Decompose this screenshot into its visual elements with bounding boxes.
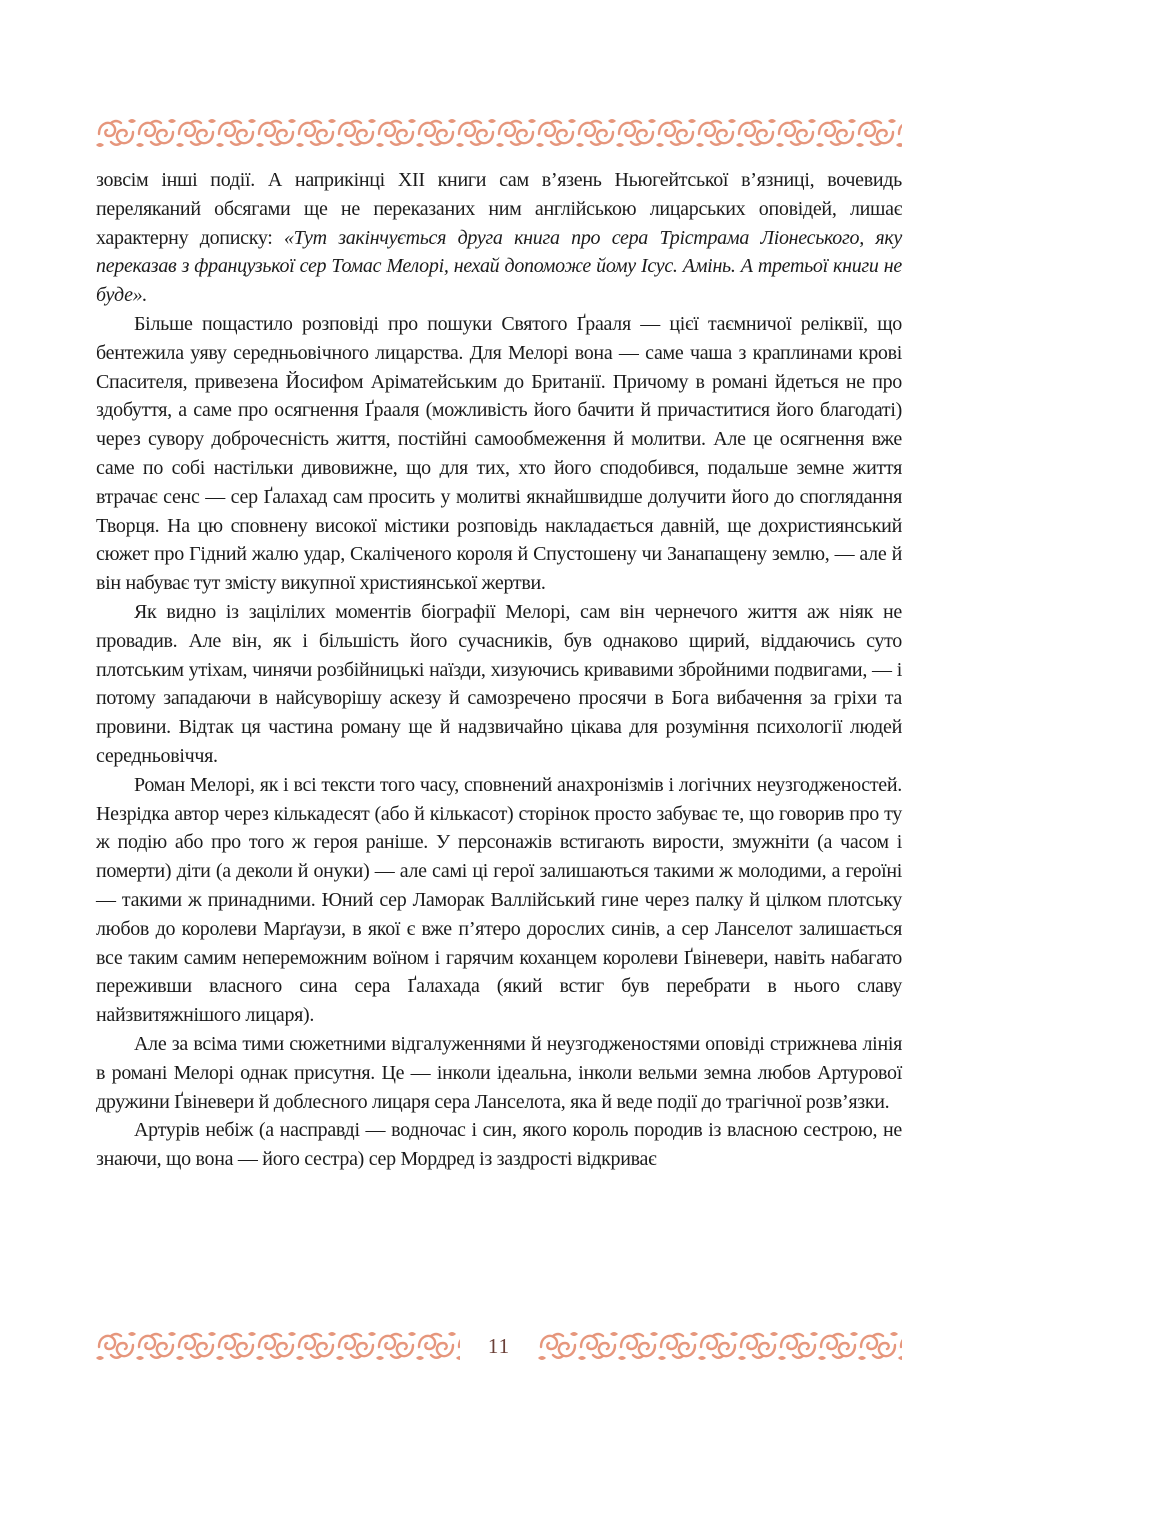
paragraph	[96, 166, 902, 310]
page-number: 11	[487, 1334, 511, 1358]
paragraph: Але за всіма тими сюжетними відгалуженнями й неузгодженостями оповіді стрижнева лінія в романі Мелорі однак присутня. Це — інколи ідеальна, інколи вельми земна любов Артурової дружини Ґвіневери й доблесного лицаря сера Ланселота, яка й веде події до трагічної розв’язки.	[96, 1032, 902, 1113]
paragraph: Роман Мелорі, як і всі тексти того часу, сповнений анахронізмів і логічних неузгодженостей. Незрідка автор через кількадесят (або й кількасот) сторінок просто забуває те, що говорив про ту ж подію або про того ж героя раніше. У персонажів встигають вирости, змужніти (а часом і померти) діти (а деколи й онуки) — але самі ці герої залишаються такими ж молодими, а героїні — такими ж принадними. Юний сер Ламорак Валлійський гине через палку й цілком плотську любов до королеви Марґаузи, в якої є вже п’ятеро дорослих синів, а сер Ланселот залишається все таким самим непереможним воїном і гарячим коханцем королеви Ґвіневери, навіть набагато переживши власного сина сера Ґалахада (який встиг був перебрати в нього славу найзвитяжнішого лицаря).	[96, 773, 902, 1027]
paragraph: Артурів небіж (а насправді — водночас і син, якого король породив із власною сестрою, не знаючи, що вона — його сестра) сер Мордред із заздрості відкриває	[96, 1119, 902, 1171]
page-text	[96, 166, 902, 1174]
floral-scroll-icon	[96, 118, 902, 148]
paragraph-text: зовсім інші події. А наприкінці XII книги сам в’язень Ньюгейтської в’язниці, вочевидь переляканий обсягами ще не переказаних ним англійською лицарських оповідей, лишає характерну дописку:	[96, 169, 902, 249]
ornament-border-top	[96, 118, 902, 148]
ornament-border-bottom-left	[96, 1331, 460, 1361]
paragraph: Як видно із зацілілих моментів біографії Мелорі, сам він чернечого життя аж ніяк не провадив. Але він, як і більшість його сучасників, був однаково щирий, віддаючись суто плотським утіхам, чинячи розбійницькі наїзди, хизуючись кривавими збройними подвигами, — і потому западаючи в найсуворішу аскезу й самозречено просячи в Бога вибачення за гріхи та провини. Відтак ця частина роману ще й надзвичайно цікава для розуміння психології людей середньовіччя.	[96, 600, 902, 767]
inline-quote: «Тут закінчується друга книга про сера Трістрама Ліонеського, яку переказав з французької сер Томас Мелорі, нехай допоможе йому Ісус. Амінь. А третьої книги не буде».	[96, 226, 902, 307]
ornament-border-bottom-right	[538, 1331, 902, 1361]
page-footer	[96, 1330, 902, 1362]
paragraph: Більше пощастило розповіді про пошуки Святого Ґрааля — цієї таємничої реліквії, що бентежила уяву середньовічного лицарства. Для Мелорі вона — саме чаша з краплинами крові Спасителя, привезена Йосифом Аріматейським до Британії. Причому в романі йдеться не про здобуття, а саме про осягнення Ґрааля (можливість його бачити й причаститися його благодаті) через сувору доброчесність життя, постійні самообмеження й молитви. Але це осягнення вже саме по собі настільки дивовижне, що для тих, хто його сподобився, подальше земне життя втрачає сенс — сер Ґалахад сам просить у молитві якнайшвидше долучити його до споглядання Творця. На цю сповнену високої містики розповідь накладається давній, ще дохристиянський сюжет про Гідний жалю удар, Скаліченого короля й Спустошену чи Занапащену землю, — але й він набуває тут змісту викупної християнської жертви.	[96, 312, 902, 595]
